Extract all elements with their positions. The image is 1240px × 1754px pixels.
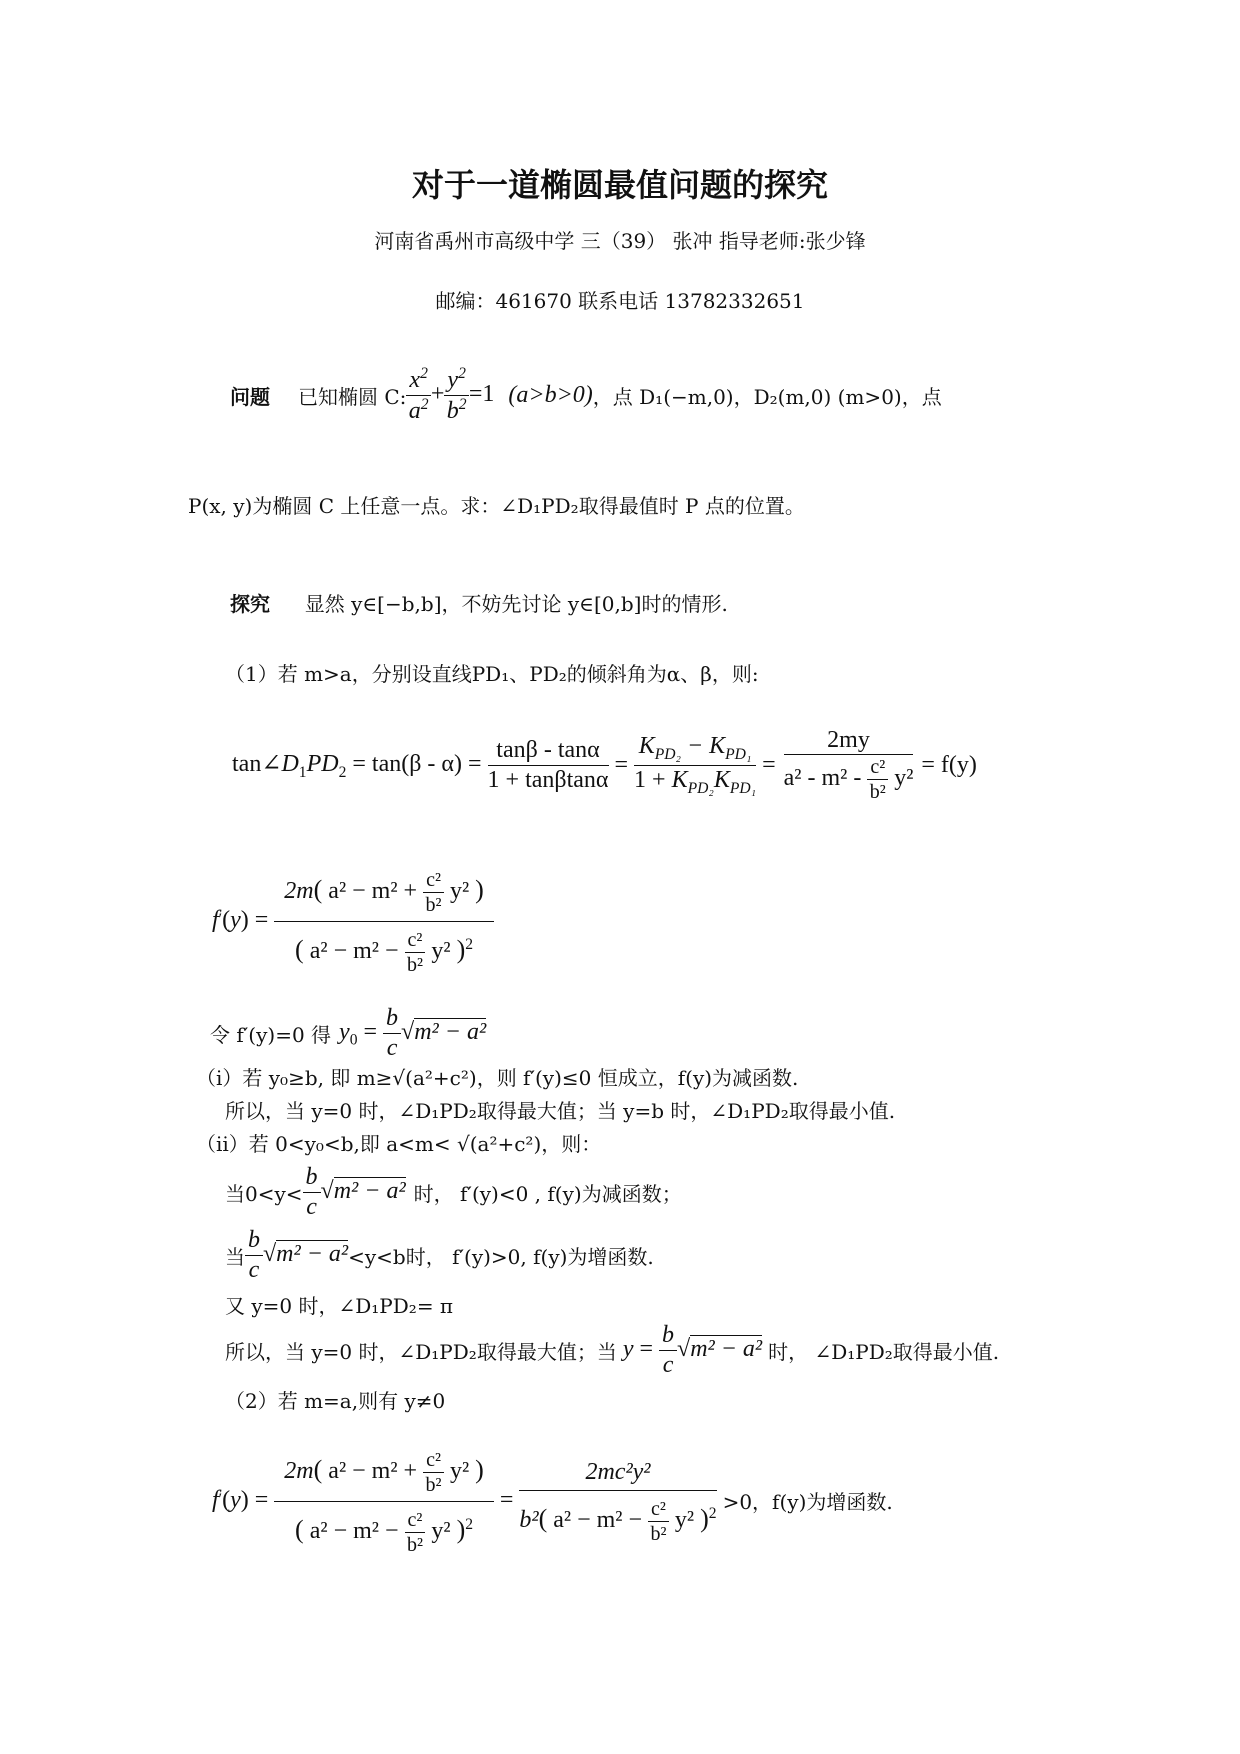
sub-ii-line-2: 当0<y< $\frac{b}{c}$ √m² − a² 时， f′(y)<0 , f(y)为减函数；	[225, 1163, 682, 1220]
explore-label: 探究	[230, 592, 270, 616]
problem-line-2: P(x, y)为椭圆 C 上任意一点。求：∠D₁PD₂取得最值时 P 点的位置。	[188, 494, 805, 518]
set-zero-line: 令 f′(y)=0 得 $y_0$ = $\frac{b}{c}$ √m² − a²	[210, 1004, 487, 1061]
sub-ii-3a: 当	[225, 1244, 245, 1269]
sub-ii-line-1: （ⅱ）若 0<y₀<b,即 a<m< √(a²+c²)，则：	[196, 1132, 602, 1156]
contact-line: 邮编：461670 联系电话 13782332651	[435, 289, 805, 313]
problem-text-2: ，点 D₁(−m,0)，D₂(m,0) (m>0)，点	[592, 384, 942, 409]
sub-ii-3b: <y<b时， f′(y)>0, f(y)为增函数.	[348, 1244, 654, 1269]
sub-ii-line-4: 又 y=0 时，∠D₁PD₂= π	[225, 1294, 454, 1318]
author-line: 河南省禹州市高级中学 三（39） 张冲 指导老师:张少锋	[374, 229, 866, 253]
sub-ii-2a: 当0<y<	[225, 1181, 303, 1206]
problem-label: 问题	[230, 384, 270, 409]
problem-text-1: 已知椭圆 C:	[298, 384, 407, 409]
page-title: 对于一道椭圆最值问题的探究	[411, 166, 828, 204]
sub-ii-line-3: 当 $\frac{b}{c}$ √m² − a² <y<b时， f′(y)>0, f(y)为增函数.	[225, 1226, 654, 1283]
tan-equation: $\tan\angle D_1PD_2 = \tan(\beta - \alpha)$ = $\frac{\tan\beta - \tan\alpha}{1 + \tan\beta\tan\alpha}$ = $\frac{K_{PD_2} - K_{PD_1}}{1 + K_{PD_2}K_{PD_1}}$ = 2my a² - m² - $\frac{\text{c²}}{\text{b²}}$ y² = f(y)	[232, 726, 977, 804]
explore-line	[230, 588, 728, 617]
ellipse-condition: (a>b>0)	[508, 381, 593, 408]
explore-text: 显然 y∈[−b,b]，不妨先讨论 y∈[0,b]时的情形.	[304, 592, 728, 616]
sub-ii-5b: 时， ∠D₁PD₂取得最小值.	[768, 1339, 1000, 1364]
ellipse-equation: $\frac{x^2}{a^2}$ + $\frac{y^2}{b^2}$ =1	[406, 365, 494, 426]
case2-tail: >0，f(y)为增函数.	[722, 1489, 893, 1514]
sub-ii-line-5: 所以，当 y=0 时，∠D₁PD₂取得最大值；当 y = $\frac{b}{c}$ √m² − a² 时， ∠D₁PD₂取得最小值.	[225, 1321, 1000, 1378]
case1-intro: （1）若 m>a，分别设直线PD₁、PD₂的倾斜角为α、β，则:	[225, 662, 759, 686]
sub-ii-5a: 所以，当 y=0 时，∠D₁PD₂取得最大值；当	[225, 1339, 617, 1364]
problem-line-1	[230, 360, 942, 430]
derivative-equation-1: f ′ ( y ) = 2m( a² − m² + $\frac{\text{c²}}{\text{b²}}$ y² ) ( a² − m² − $\frac{\text{c²}}{\text{b²}}$ y² )$^2$	[212, 845, 494, 995]
sub-ii-2b: 时， f′(y)<0 , f(y)为减函数；	[413, 1181, 682, 1206]
derivative-equation-2: f ′ ( y ) = 2m( a² − m² + $\frac{\text{c²}}{\text{b²}}$ y² ) ( a² − m² − $\frac{\text{c²}}{\text{b²}}$ y² )$^2$ = 2mc²y² b²( a² − m² − $\frac{\text{c²}}{\text{b²}}$ y² )$^2$ >0，f(y)为增函数.	[212, 1420, 893, 1580]
set-zero-text: 令 f′(y)=0 得	[210, 1022, 332, 1047]
case2-intro: （2）若 m=a,则有 y≠0	[225, 1389, 446, 1413]
sub-i-line-1: （ⅰ）若 y₀≥b, 即 m≥√(a²+c²)，则 f′(y)≤0 恒成立，f(y)为减函数.	[196, 1066, 799, 1090]
sub-i-line-2: 所以，当 y=0 时，∠D₁PD₂取得最大值；当 y=b 时，∠D₁PD₂取得最小值.	[225, 1099, 896, 1123]
